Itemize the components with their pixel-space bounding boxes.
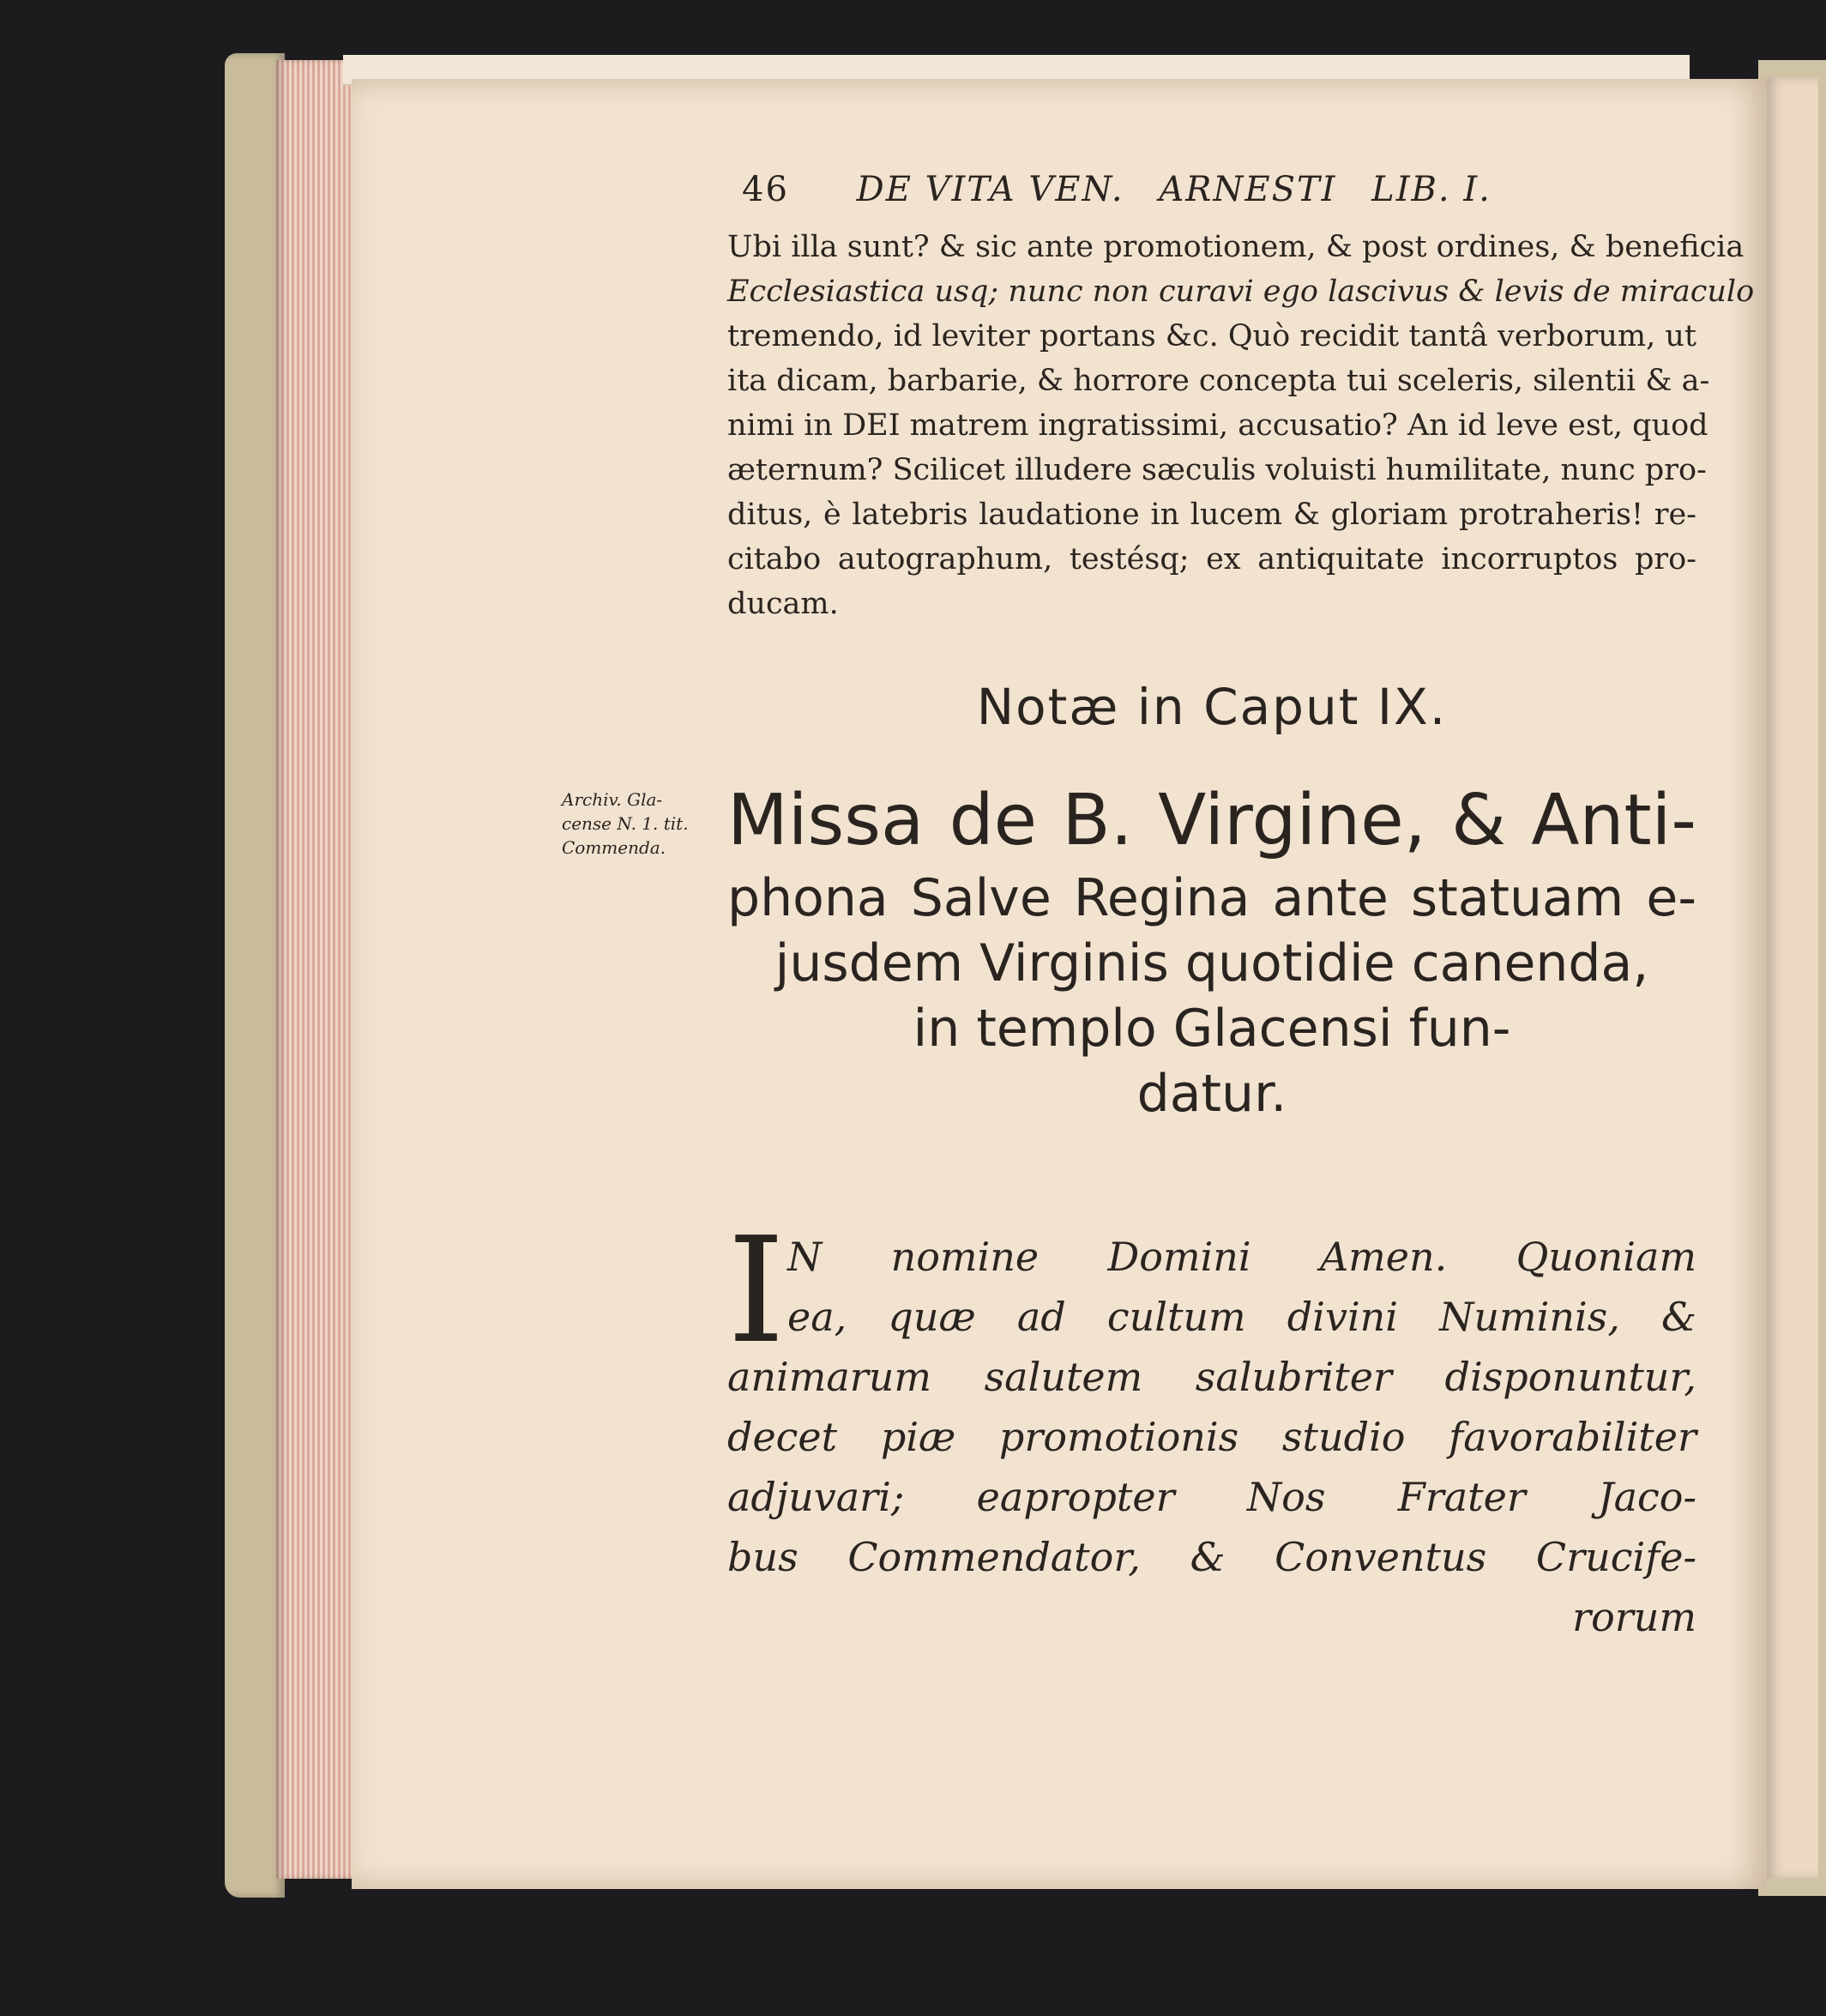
text-line: ea, quæ ad cultum divini Numinis, &: [787, 1294, 1696, 1340]
chapter-title: [727, 776, 1696, 1126]
text-line: Ecclesiastica usq; nunc non curavi ego lascivus & levis de miraculo: [727, 275, 1755, 309]
header-part: DE VITA VEN.: [856, 170, 1124, 209]
text-line: animarum salutem salubriter disponuntur,: [727, 1354, 1696, 1400]
text-line: ducam.: [727, 587, 839, 621]
text-line: Ubi illa sunt? & sic ante promotionem, & post ordines, & beneficia: [727, 230, 1745, 264]
title-line: jusdem Virginis quotidie canenda,: [774, 933, 1649, 993]
paragraph-1: [727, 225, 1755, 626]
section-heading: Notæ in Caput IX.: [976, 678, 1448, 736]
margin-note-line: Archiv. Gla-: [562, 789, 663, 810]
page-fore-edge: [276, 60, 353, 1879]
text-line: citabo autographum, testésq; ex antiquitate incorruptos pro-: [727, 542, 1696, 576]
facing-page-edge: [1767, 77, 1818, 1879]
text-line: nimi in DEI matrem ingratissimi, accusatio? An id leve est, quod: [727, 408, 1708, 443]
drop-cap: I: [727, 1206, 786, 1376]
text-line: ditus, è latebris laudatione in lucem & gloriam protraheris! re-: [727, 498, 1696, 532]
text-line: bus Commendator, & Conventus Crucife-: [727, 1534, 1696, 1580]
text-line: tremendo, id leviter portans &c. Quò recidit tantâ verborum, ut: [727, 319, 1696, 353]
text-line: ita dicam, barbarie, & horrore concepta tui sceleris, silentii & a-: [727, 364, 1710, 398]
margin-note-line: cense N. 1. tit.: [562, 813, 689, 834]
header-part: LIB. I.: [1371, 170, 1492, 209]
running-header: [742, 170, 1685, 209]
page-number: 46: [742, 170, 789, 209]
text-line: rorum: [1572, 1594, 1696, 1640]
title-line: datur.: [1136, 1064, 1287, 1124]
title-line: in templo Glacensi fun-: [913, 999, 1511, 1059]
text-line: æternum? Scilicet illudere sæculis voluisti humilitate, nunc pro-: [727, 453, 1707, 487]
title-line: Missa de B. Virgine, & Anti-: [727, 780, 1696, 861]
text-line: decet piæ promotionis studio favorabiliter: [727, 1414, 1696, 1460]
margin-note-line: Commenda.: [562, 837, 666, 858]
text-line: adjuvari; eapropter Nos Frater Jaco-: [727, 1474, 1696, 1520]
header-part: ARNESTI: [1159, 170, 1337, 209]
text-line: N nomine Domini Amen. Quoniam: [787, 1234, 1696, 1280]
margin-note: [562, 788, 690, 860]
title-line: phona Salve Regina ante statuam e-: [727, 868, 1696, 928]
document-body: [727, 1227, 1696, 1647]
